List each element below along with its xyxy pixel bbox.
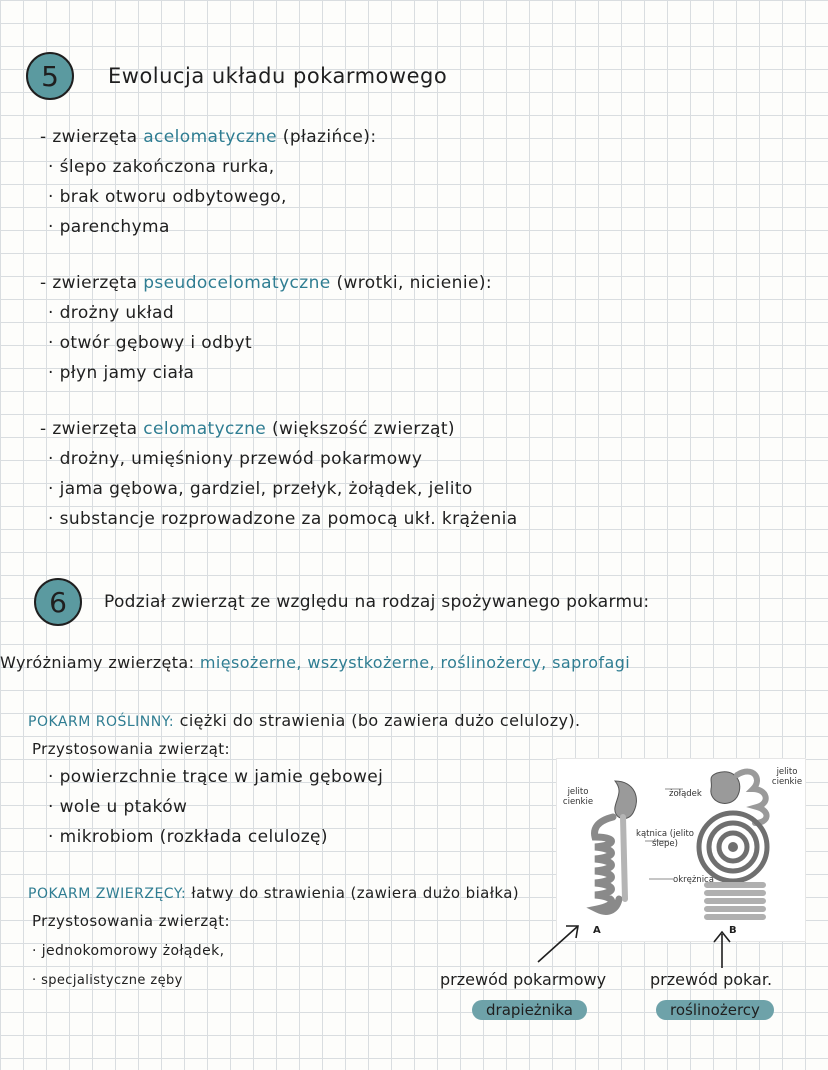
herbivore-tract-drawing — [699, 772, 767, 917]
section-6-number-badge — [34, 578, 82, 626]
caption-carnivore: przewód pokarmowy — [440, 970, 607, 989]
group-pseudocelomate-heading — [40, 272, 492, 294]
plant-adapt-heading: Przystosowania zwierząt: — [32, 740, 230, 758]
section-6-title: Podział zwierząt ze względu na rodzaj spożywanego pokarmu: — [104, 592, 650, 612]
section-5-title: Ewolucja układu pokarmowego — [108, 64, 448, 88]
label-stomach: żołądek — [669, 789, 702, 799]
group-term: pseudocelomatyczne — [143, 273, 331, 293]
group-term: celomatyczne — [143, 419, 267, 439]
section-6-intro — [0, 652, 630, 674]
plant-food-line — [28, 710, 581, 733]
label-small-intestine-a: jelito cienkie — [562, 787, 594, 807]
group-term: acelomatyczne — [143, 127, 277, 147]
group-prefix: - zwierzęta — [40, 419, 144, 439]
list-item: · wole u ptaków — [48, 797, 188, 817]
list-item: · jednokomorowy żołądek, — [32, 943, 225, 959]
intro-terms: mięsożerne, wszystkożerne, roślinożercy, saprofagi — [199, 653, 631, 672]
section-5-number: 5 — [41, 59, 59, 93]
group-prefix: - zwierzęta — [40, 127, 144, 147]
list-item: · mikrobiom (rozkłada celulozę) — [48, 827, 328, 847]
caption-herbivore: przewód pokar. — [650, 970, 773, 989]
panel-b-letter: B — [729, 925, 737, 936]
group-acelomate-heading — [40, 126, 376, 148]
list-item: · otwór gębowy i odbyt — [48, 333, 253, 353]
list-item: · powierzchnie trące w jamie gębowej — [48, 767, 384, 787]
list-item: · substancje rozprowadzone za pomocą ukł. krążenia — [48, 509, 518, 529]
plant-food-desc: ciężki do strawienia (bo zawiera dużo celulozy). — [174, 711, 581, 730]
list-item: · specjalistyczne zęby — [32, 973, 183, 988]
section-6-number: 6 — [49, 585, 67, 619]
label-cecum: kątnica (jelito ślepe) — [636, 829, 694, 849]
list-item: · drożny, umięśniony przewód pokarmowy — [48, 449, 423, 469]
section-5-number-badge — [26, 52, 74, 100]
group-suffix: (większość zwierząt) — [266, 419, 455, 439]
list-item: · ślepo zakończona rurka, — [48, 157, 275, 177]
group-celomate-heading — [40, 418, 455, 440]
arrow-to-herbivore — [708, 928, 736, 972]
group-prefix: - zwierzęta — [40, 273, 144, 293]
animal-food-line — [28, 882, 519, 905]
list-item: · jama gębowa, gardziel, przełyk, żołądek, jelito — [48, 479, 473, 499]
plant-food-label: POKARM ROŚLINNY: — [28, 714, 175, 730]
list-item: · parenchyma — [48, 217, 170, 237]
animal-adapt-heading: Przystosowania zwierząt: — [32, 912, 230, 930]
carnivore-tract-drawing — [595, 781, 637, 911]
label-small-intestine-b: jelito cienkie — [771, 767, 803, 787]
arrow-to-carnivore — [530, 918, 590, 968]
animal-food-desc: łatwy do strawienia (zawiera dużo białka) — [186, 884, 520, 902]
list-item: · brak otworu odbytowego, — [48, 187, 287, 207]
label-colon: okrężnica — [673, 875, 714, 885]
group-suffix: (wrotki, nicienie): — [330, 273, 492, 293]
list-item: · płyn jamy ciała — [48, 363, 195, 383]
herbivore-pill: roślinożercy — [656, 1000, 774, 1020]
list-item: · drożny układ — [48, 303, 175, 323]
animal-food-label: POKARM ZWIERZĘCY: — [28, 886, 187, 902]
group-suffix: (płazińce): — [276, 127, 377, 147]
carnivore-pill: drapieżnika — [472, 1000, 587, 1020]
intro-prefix: Wyróżniamy zwierzęta: — [0, 653, 200, 672]
panel-a-letter: A — [593, 925, 601, 936]
digestive-tract-figure — [556, 758, 806, 942]
